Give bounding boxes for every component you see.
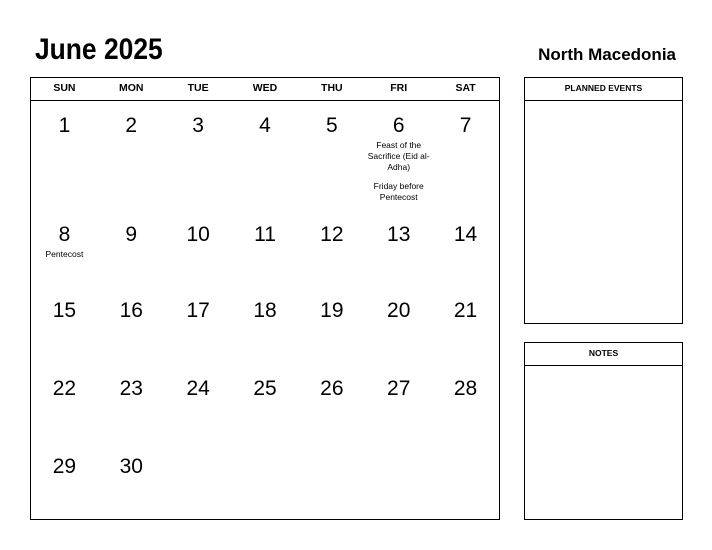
day-number: 26 [320,377,344,400]
day-number: 19 [320,299,344,322]
day-number: 23 [119,377,143,400]
planned-events-heading: PLANNED EVENTS [525,78,682,101]
week-row [31,455,499,479]
notes-panel [524,342,683,520]
day-cell [98,299,165,323]
day-number: 24 [186,377,210,400]
day-cell [432,299,499,323]
day-cell [298,114,365,203]
week-row [31,114,499,203]
day-cell [31,223,98,260]
day-cell [365,114,432,203]
day-number: 14 [453,223,478,246]
day-cell [365,455,432,479]
weekday-tue: TUE [187,82,209,94]
week-row [31,377,499,401]
day-number: 30 [119,455,143,478]
week-row [31,223,499,260]
day-number: 12 [320,223,344,246]
day-cell [232,455,299,479]
day-number: 28 [453,377,478,400]
day-number: 21 [453,299,478,322]
day-cell [365,377,432,401]
calendar-grid [30,77,500,520]
day-cell [98,114,165,203]
day-number: 11 [254,223,276,246]
day-number: 15 [52,299,77,322]
day-cell [31,114,98,203]
day-number: 3 [192,114,204,137]
day-cell [98,455,165,479]
notes-heading: NOTES [525,343,682,366]
day-cell [432,223,499,260]
day-cell [432,455,499,479]
day-cell [298,377,365,401]
day-cell [165,455,232,479]
week-row [31,299,499,323]
day-cell [98,223,165,260]
day-number: 27 [387,377,411,400]
day-cell [232,377,299,401]
day-cell [98,377,165,401]
day-cell [298,299,365,323]
day-number: 10 [186,223,210,246]
day-cell [365,299,432,323]
day-number: 22 [52,377,77,400]
day-number: 8 [58,223,71,246]
day-number: 6 [392,114,405,137]
country-label: North Macedonia [538,45,676,64]
day-number: 25 [253,377,277,400]
day-number: 20 [387,299,411,322]
day-number: 1 [58,114,71,137]
day-number: 13 [387,223,411,246]
day-cell [298,455,365,479]
day-cell [31,377,98,401]
weekday-header [31,78,499,101]
holiday-label: Pentecost [45,249,84,259]
day-number: 4 [259,114,271,137]
day-number: 7 [459,114,472,137]
day-cell [165,114,232,203]
day-cell [232,114,299,203]
weekday-mon: MON [119,82,144,94]
planned-events-panel [524,77,683,324]
weekday-fri: FRI [390,82,408,94]
day-cell [432,377,499,401]
page-title: June 2025 [35,33,163,66]
day-number: 16 [119,299,143,322]
day-number: 18 [253,299,277,322]
weekday-sat: SAT [455,82,476,94]
day-cell [165,377,232,401]
day-cell [232,299,299,323]
day-number: 5 [326,114,338,137]
holiday-label: Feast of the Sacrifice (Eid al-Adha) [367,140,430,172]
day-cell [232,223,299,260]
day-cell [31,299,98,323]
day-number: 17 [186,299,210,322]
day-cell [165,299,232,323]
weekday-sun: SUN [53,82,76,94]
weekday-wed: WED [252,82,278,94]
day-cell [31,455,98,479]
holiday-label: Friday before Pentecost [373,181,424,202]
day-number: 9 [125,223,138,246]
weekday-thu: THU [321,82,343,94]
day-cell [432,114,499,203]
day-number: 29 [52,455,77,478]
day-number: 2 [125,114,138,137]
day-cell [165,223,232,260]
day-cell [365,223,432,260]
day-cell [298,223,365,260]
